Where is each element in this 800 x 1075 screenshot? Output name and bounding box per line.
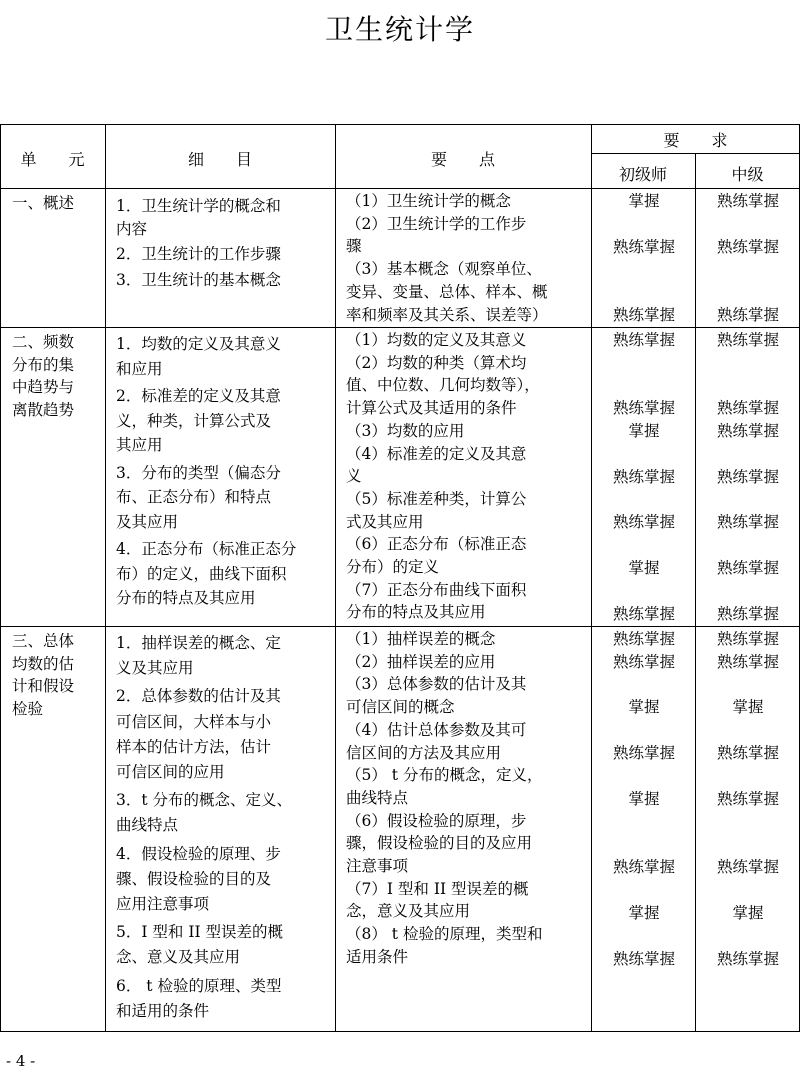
page-number: - 4 -: [6, 1052, 36, 1070]
row3-req-intermediate-1: 熟练掌握: [716, 630, 779, 648]
row3-detail-line: 应用注意事项: [116, 895, 210, 914]
row2-req-intermediate-4: 熟练掌握: [716, 468, 779, 486]
row1-detail: [116, 195, 281, 292]
row3-point-line: 曲线特点: [346, 788, 409, 807]
row2-unit-line: 中趋势与: [12, 378, 75, 397]
page-title: 卫生统计学: [324, 13, 475, 46]
row1-point-line: 骤: [346, 237, 362, 256]
row3-point-line: （7）I 型和 II 型误差的概: [346, 879, 529, 898]
row3-point-line: 信区间的方法及其应用: [346, 743, 502, 762]
row3-point-line: （3）总体参数的估计及其: [346, 675, 527, 694]
row2-req-junior-6: 掌握: [628, 559, 660, 577]
row3-detail-line: 1．抽样误差的概念、定: [116, 634, 281, 652]
row1-req-intermediate-2: 熟练掌握: [716, 238, 779, 256]
row2-req-junior-4: 熟练掌握: [612, 468, 675, 486]
col-divider-1: [105, 124, 106, 1032]
row3-detail-line: 曲线特点: [116, 816, 179, 835]
header-requirement: 要 求: [663, 131, 728, 150]
row3-req-intermediate-7: 掌握: [732, 904, 764, 922]
row2-unit-line: 分布的集: [12, 355, 75, 374]
row3-req-intermediate-8: 熟练掌握: [716, 950, 779, 968]
row3-detail-line: 样本的估计方法，估计: [116, 737, 272, 756]
row3-detail-line: 4．假设检验的原理、步: [116, 844, 281, 863]
row3-unit-line: 三、总体: [12, 632, 75, 650]
row3-req-intermediate-6: 熟练掌握: [716, 858, 779, 876]
row3-req-junior-5: 掌握: [628, 790, 660, 808]
row-divider-1: [0, 327, 800, 328]
row2-point-line: 值、中位数、几何均数等），: [346, 376, 540, 395]
row1-point-line: （2）卫生统计学的工作步: [346, 214, 527, 233]
row2-detail-line: 义，种类，计算公式及: [116, 411, 272, 430]
row2-detail-line: 及其应用: [116, 512, 179, 531]
row2-req-junior-7: 熟练掌握: [612, 605, 675, 623]
row1-detail-line: 内容: [116, 219, 148, 238]
row3-detail-line: 义及其应用: [116, 659, 194, 678]
row3-point-line: （6）假设检验的原理，步: [346, 811, 527, 830]
row3-point-line: （5） t 分布的概念，定义，: [346, 766, 543, 785]
row1-req-intermediate-1: 熟练掌握: [716, 192, 779, 210]
row3-detail-line: 可信区间，大样本与小: [116, 712, 272, 731]
row2-detail-line: 布）的定义，曲线下面积: [116, 564, 287, 583]
row3-unit-line: 均数的估: [12, 654, 75, 673]
row1-detail-line: 1．卫生统计学的概念和: [116, 197, 281, 215]
col-divider-2: [335, 124, 336, 1032]
row3-req-intermediate-5: 熟练掌握: [716, 790, 779, 808]
row3-detail-line: 和适用的条件: [116, 1001, 210, 1020]
row3-point-line: 念，意义及其应用: [346, 902, 471, 921]
row2-req-junior-5: 熟练掌握: [612, 513, 675, 531]
row3-unit: [12, 630, 74, 721]
header-key-points: 要 点: [430, 150, 495, 169]
row2-detail-line: 2．标准差的定义及其意: [116, 387, 281, 405]
row3-point-line: （1）抽样误差的概念: [346, 630, 496, 648]
row2-points: [346, 329, 540, 624]
row2-unit-line: 二、频数: [12, 333, 75, 351]
row3-detail-line: 5．I 型和 II 型误差的概: [116, 923, 284, 942]
row2-req-intermediate-2: 熟练掌握: [716, 399, 779, 417]
row3-unit-line: 检验: [12, 700, 44, 719]
row2-req-intermediate-1: 熟练掌握: [716, 331, 779, 349]
row1-point-line: 率和频率及其关系、误差等）: [346, 305, 548, 324]
row1-detail-line: 2．卫生统计的工作步骤: [116, 245, 281, 264]
row2-point-line: （5）标准差种类，计算公: [346, 489, 527, 508]
row3-detail-line: 念、意义及其应用: [116, 948, 241, 967]
row2-point-line: 分布）的定义: [346, 558, 440, 577]
row1-req-junior-3: 熟练掌握: [612, 306, 675, 324]
header-divider: [0, 188, 800, 189]
row3-detail-line: 2．总体参数的估计及其: [116, 687, 281, 706]
row1-detail-line: 3．卫生统计的基本概念: [116, 271, 281, 290]
row3-detail: [116, 631, 292, 1024]
row2-detail-line: 其应用: [116, 436, 163, 454]
row2-req-junior-3: 掌握: [628, 422, 660, 440]
row3-point-line: 适用条件: [346, 947, 409, 966]
row2-req-intermediate-5: 熟练掌握: [716, 513, 779, 531]
row3-req-junior-3: 掌握: [628, 698, 660, 716]
row3-req-junior-1: 熟练掌握: [612, 630, 675, 648]
row1-unit-line: 一、概述: [12, 194, 75, 212]
row2-point-line: （3）均数的应用: [346, 421, 465, 440]
row3-point-line: 可信区间的概念: [346, 698, 455, 717]
row3-unit-line: 计和假设: [12, 677, 75, 696]
row3-req-intermediate-3: 掌握: [732, 698, 764, 716]
row1-req-junior-2: 熟练掌握: [612, 238, 675, 256]
row3-point-line: （8） t 检验的原理，类型和: [346, 925, 543, 944]
row2-detail-line: 布、正态分布）和特点: [116, 488, 272, 506]
row1-req-intermediate-3: 熟练掌握: [716, 306, 779, 324]
row2-unit: [12, 331, 74, 422]
row2-unit-line: 离散趋势: [12, 401, 75, 420]
row2-point-line: （7）正态分布曲线下面积: [346, 580, 527, 599]
row2-detail-line: 和应用: [116, 359, 163, 378]
row2-point-line: 义: [346, 467, 362, 486]
header-detail: 细 目: [187, 150, 252, 169]
row2-req-intermediate-6: 熟练掌握: [716, 559, 779, 577]
row3-req-junior-8: 熟练掌握: [612, 950, 675, 968]
row3-point-line: （2）抽样误差的应用: [346, 652, 496, 671]
row3-detail-line: 骤、假设检验的目的及: [116, 869, 272, 888]
row2-req-junior-2: 熟练掌握: [612, 399, 675, 417]
row1-point-line: 变异、变量、总体、样本、概: [346, 282, 548, 301]
row1-point-line: （3）基本概念（观察单位、: [346, 260, 542, 279]
header-level-junior: 初级师: [618, 165, 667, 184]
row2-detail-line: 3．分布的类型（偏态分: [116, 463, 281, 482]
row2-detail-line: 分布的特点及其应用: [116, 589, 256, 607]
row2-point-line: 式及其应用: [346, 512, 424, 531]
row2-point-line: （4）标准差的定义及其意: [346, 444, 527, 463]
row2-req-intermediate-7: 熟练掌握: [716, 605, 779, 623]
row3-req-junior-6: 熟练掌握: [612, 858, 675, 876]
row1-points: [346, 190, 548, 326]
row3-point-line: 骤，假设检验的目的及应用: [346, 834, 533, 853]
header-level-intermediate: 中级: [731, 165, 764, 184]
row2-point-line: （1）均数的定义及其意义: [346, 331, 527, 349]
row2-detail: [116, 332, 296, 611]
col-divider-4: [695, 153, 696, 1032]
row2-detail-line: 1．均数的定义及其意义: [116, 335, 281, 353]
row2-point-line: 计算公式及其适用的条件: [346, 399, 517, 418]
row2-point-line: （6）正态分布（标准正态: [346, 535, 527, 554]
header-unit: 单 元: [20, 150, 85, 169]
row3-point-line: 注意事项: [346, 857, 409, 876]
row1-point-line: （1）卫生统计学的概念: [346, 192, 511, 210]
row2-req-junior-1: 熟练掌握: [612, 331, 675, 349]
row3-detail-line: 3．t 分布的概念、定义、: [116, 791, 293, 810]
row3-req-junior-7: 掌握: [628, 904, 660, 922]
header-sub-divider: [591, 153, 800, 154]
row3-detail-line: 6． t 检验的原理、类型: [116, 976, 282, 995]
row2-req-intermediate-3: 熟练掌握: [716, 422, 779, 440]
row2-point-line: （2）均数的种类（算术均: [346, 353, 527, 372]
row3-detail-line: 可信区间的应用: [116, 763, 225, 782]
row3-req-junior-2: 熟练掌握: [612, 653, 675, 671]
row-divider-2: [0, 626, 800, 627]
row3-points: [346, 628, 542, 969]
row3-req-intermediate-4: 熟练掌握: [716, 744, 779, 762]
row1-req-junior-1: 掌握: [628, 192, 660, 210]
row1-unit: [12, 192, 74, 215]
row3-req-intermediate-2: 熟练掌握: [716, 653, 779, 671]
row3-point-line: （4）估计总体参数及其可: [346, 720, 527, 739]
row2-detail-line: 4．正态分布（标准正态分: [116, 540, 297, 558]
row2-point-line: 分布的特点及其应用: [346, 603, 486, 622]
row3-req-junior-4: 熟练掌握: [612, 744, 675, 762]
